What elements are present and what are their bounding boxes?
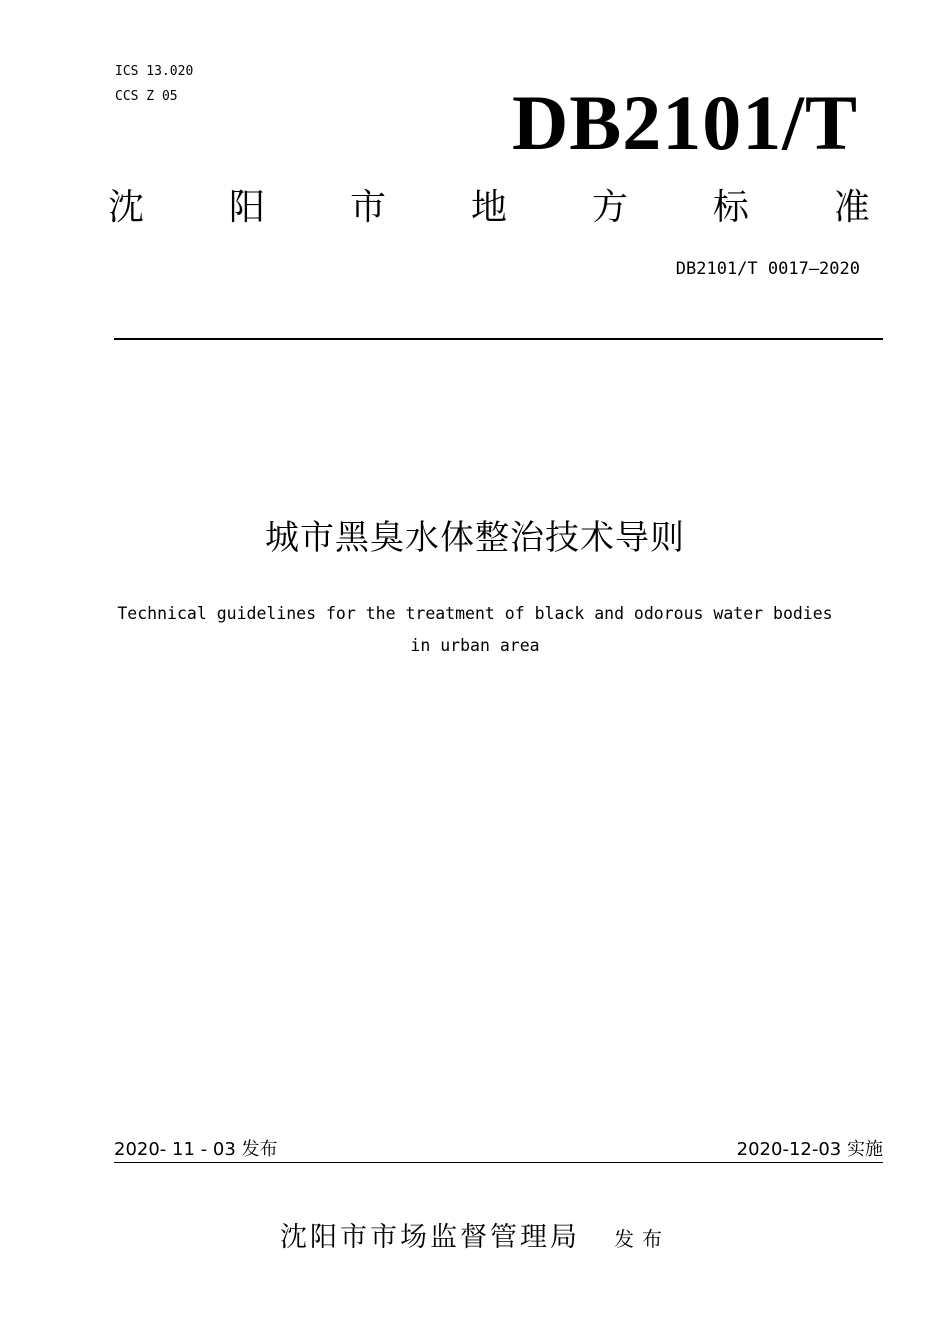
bottom-divider (114, 1162, 883, 1163)
issuer-action: 发布 (614, 1227, 670, 1251)
issuer-line (0, 1219, 950, 1258)
standard-type-char: 阳 (228, 187, 265, 228)
standard-type-char: 准 (833, 187, 870, 228)
standard-type (108, 186, 870, 230)
issue-date: 2020- 11 - 03 发布 (114, 1139, 278, 1160)
standard-logo: DB2101/T (511, 79, 858, 166)
standard-type-char: 标 (712, 187, 749, 228)
ics-code: ICS 13.020 (115, 64, 194, 79)
english-title-line: in urban area (410, 636, 540, 655)
effective-date: 2020-12-03 实施 (736, 1139, 883, 1160)
document-title-english (60, 598, 890, 662)
standard-type-char: 沈 (108, 187, 145, 228)
english-title-line: Technical guidelines for the treatment of black and odorous water bodies (117, 604, 833, 623)
standard-number: DB2101/T 0017—2020 (675, 259, 860, 279)
document-title-chinese: 城市黑臭水体整治技术导则 (265, 518, 685, 558)
standard-type-char: 地 (470, 187, 507, 228)
issuer-name: 沈阳市市场监督管理局 (280, 1222, 580, 1253)
standard-type-char: 市 (349, 187, 386, 228)
ccs-code: CCS Z 05 (115, 89, 178, 104)
top-divider (114, 338, 883, 340)
standard-type-char: 方 (591, 187, 628, 228)
